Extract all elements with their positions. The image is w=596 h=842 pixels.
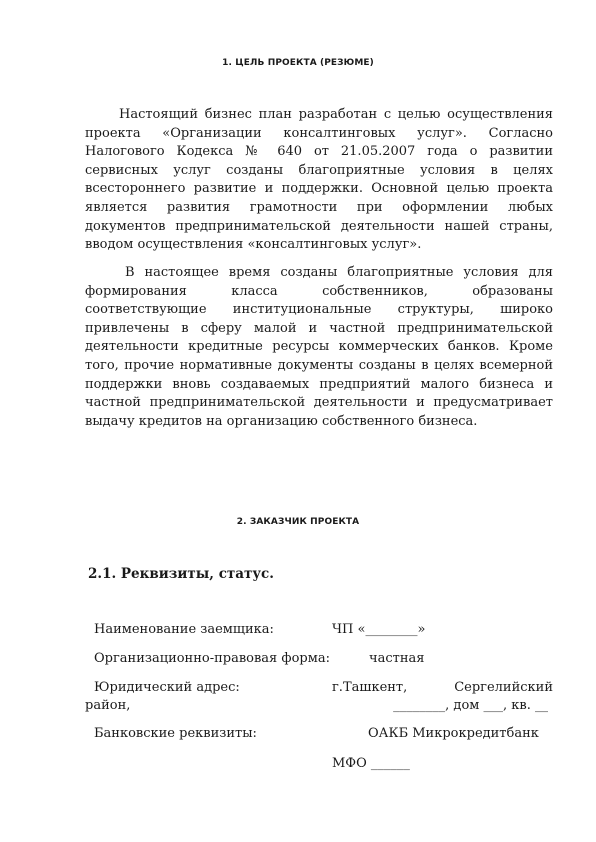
section-1-heading: 1. ЦЕЛЬ ПРОЕКТА (РЕЗЮМЕ) bbox=[222, 58, 374, 68]
address-city: г.Ташкент, bbox=[332, 680, 408, 695]
bank-details-label: Банковские реквизиты: bbox=[94, 726, 257, 741]
address-district: Сергелийский bbox=[454, 680, 553, 695]
section-2-1-subheading: 2.1. Реквизиты, статус. bbox=[88, 566, 274, 582]
address-label: Юридический адрес: bbox=[94, 680, 240, 695]
legal-form-value: частная bbox=[369, 651, 425, 666]
legal-form-label: Организационно-правовая форма: bbox=[94, 651, 330, 666]
mfo-value: МФО ______ bbox=[332, 756, 410, 771]
section-1-paragraph-2: В настоящее время созданы благоприятные условия для формирования класса собственников, образованы соответствующие институциональные структуры, широко привлечены в сферу малой и частной предпринимательской деятельности кредитные ресурсы коммерческих банков. Кроме того, прочие нормативные документы созданы в целях всемерной поддержки вновь создаваемых предприятий малого бизнеса и частной предпринимательской деятельности и предусматривает выдачу кредитов на организацию собственного бизнеса. bbox=[85, 265, 553, 429]
address-district-suffix: район, bbox=[85, 698, 131, 713]
address-street: ________, дом ___, кв. __ bbox=[393, 698, 548, 713]
section-2-heading: 2. ЗАКАЗЧИК ПРОЕКТА bbox=[236, 517, 360, 527]
section-1-paragraph-1: Настоящий бизнес план разработан с целью осуществления проекта «Организации консалтинговых услуг». Согласно Налогового Кодекса № 640 от 21.05.2007 года о развитии сервисных услуг созданы благоприятные условия в целях всестороннего развитие и поддержки. Основной целью проекта является развития грамотности при оформлении любых документов предпринимательской деятельности нашей страны, вводом осуществления «консалтинговых услуг». bbox=[85, 107, 553, 253]
borrower-value: ЧП «________» bbox=[332, 622, 426, 637]
bank-name: ОАКБ Микрокредитбанк bbox=[368, 726, 539, 741]
borrower-label: Наименование заемщика: bbox=[94, 622, 274, 637]
